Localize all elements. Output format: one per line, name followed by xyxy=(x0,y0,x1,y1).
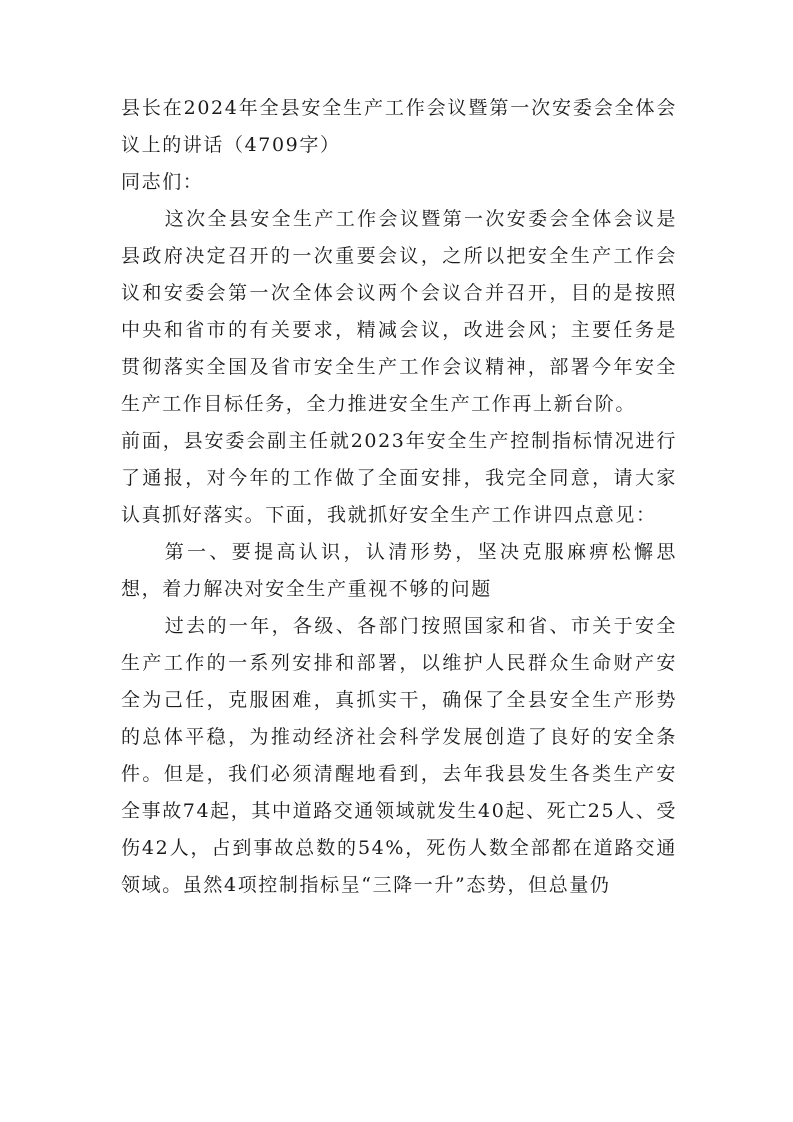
paragraph-report: 前面，县安委会副主任就2023年安全生产控制指标情况进行了通报，对今年的工作做了全面安排，我完全同意，请大家认真抓好落实。下面，我就抓好安全生产工作讲四点意见： xyxy=(121,430,677,526)
paragraph-intro: 这次全县安全生产工作会议暨第一次安委会全体会议是县政府决定召开的一次重要会议，之所以把安全生产工作会议和安委会第一次全体会议两个会议合并召开，目的是按照中央和省市的有关要求，精减会议，改进会风；主要任务是贯彻落实全国及省市安全生产工作会议精神，部署今年安全生产工作目标任务，全力推进安全生产工作再上新台阶。 xyxy=(121,208,677,415)
salutation: 同志们： xyxy=(121,171,204,193)
document-body xyxy=(121,90,677,904)
document-title: 县长在2024年全县安全生产工作会议暨第一次安委会全体会议上的讲话（4709字） xyxy=(121,97,677,156)
section-heading-first: 第一、要提高认识，认清形势，坚决克服麻痹松懈思想，着力解决对安全生产重视不够的问题 xyxy=(121,541,677,600)
paragraph-review: 过去的一年，各级、各部门按照国家和省、市关于安全生产工作的一系列安排和部署，以维护人民群众生命财产安全为己任，克服困难，真抓实干，确保了全县安全生产形势的总体平稳，为推动经济社会科学发展创造了良好的安全条件。但是，我们必须清醒地看到，去年我县发生各类生产安全事故74起，其中道路交通领域就发生40起、死亡25人、受伤42人，占到事故总数的54%，死伤人数全部都在道路交通领域。虽然4项控制指标呈“三降一升”态势，但总量仍 xyxy=(121,615,677,896)
